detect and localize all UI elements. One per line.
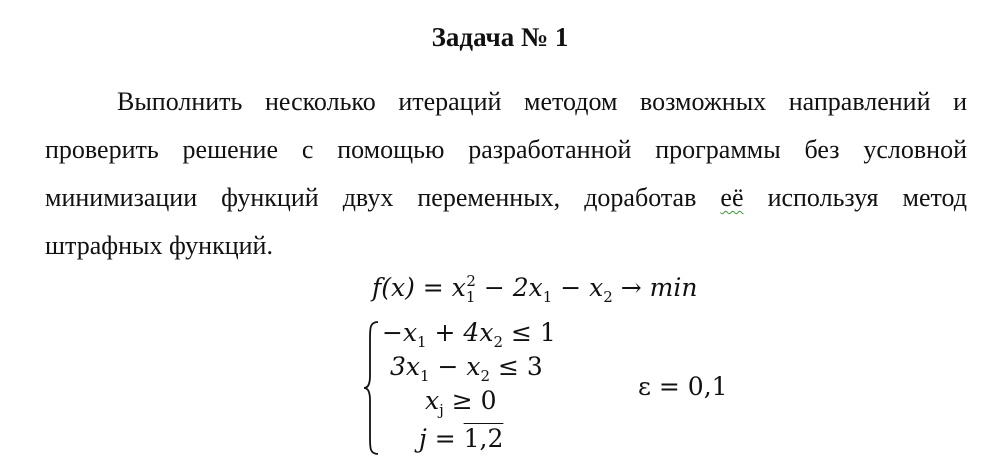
objective-mid-sub: 1	[542, 288, 553, 306]
constraint-3	[425, 386, 497, 419]
epsilon-value: ε = 0,1	[638, 372, 728, 401]
description-line-3-start: минимизации функций двух переменных, доработав	[45, 183, 721, 212]
constraint-1-pre: −x	[382, 318, 418, 347]
description-line-3-end: используя метод	[743, 183, 968, 212]
constraint-2-pre: 3x	[390, 352, 421, 381]
objective-mid: − 2x	[475, 273, 543, 302]
objective-tail: → min	[612, 273, 698, 302]
objective-lhs: f(x) =	[372, 273, 452, 302]
constraint-1-sub2: 2	[493, 333, 503, 351]
objective-x1: x	[451, 273, 466, 302]
objective-x2-sub: 2	[603, 288, 613, 306]
constraint-2-sub1: 1	[420, 367, 430, 385]
description-line-3	[45, 174, 967, 222]
constraint-2-mid: − x	[429, 352, 481, 381]
constraint-2-tail: ≤ 3	[490, 352, 543, 381]
constraint-3-tail: ≥ 0	[443, 386, 497, 415]
description-line-4: штрафных функций.	[45, 231, 273, 260]
constraint-1-tail: ≤ 1	[503, 318, 556, 347]
constraint-1-mid: + 4x	[426, 318, 494, 347]
constraint-4	[419, 424, 503, 453]
objective-x1-sub: 1	[465, 288, 476, 306]
objective-x1-sup: 2	[466, 272, 476, 290]
task-title: Задача № 1	[431, 22, 569, 52]
description-line-1: Выполнить несколько итераций методом возможных направлений и	[117, 87, 967, 116]
objective-function	[372, 272, 697, 306]
constraint-2-sub2: 2	[480, 367, 491, 385]
task-description	[45, 78, 967, 270]
system-brace	[362, 318, 382, 458]
constraint-4-range: 1,2	[463, 424, 504, 453]
constraint-3-pre: x	[425, 386, 440, 415]
constraint-1	[382, 318, 556, 351]
constraint-1-sub1: 1	[417, 333, 427, 351]
spellcheck-marked-word[interactable]: её	[720, 183, 744, 212]
description-line-2: проверить решение с помощью разработанной программы без условной	[45, 135, 967, 164]
constraint-3-sub: j	[439, 401, 444, 419]
constraint-2	[390, 352, 543, 385]
constraint-4-pre: j =	[419, 424, 464, 453]
objective-minus: − x	[552, 273, 604, 302]
